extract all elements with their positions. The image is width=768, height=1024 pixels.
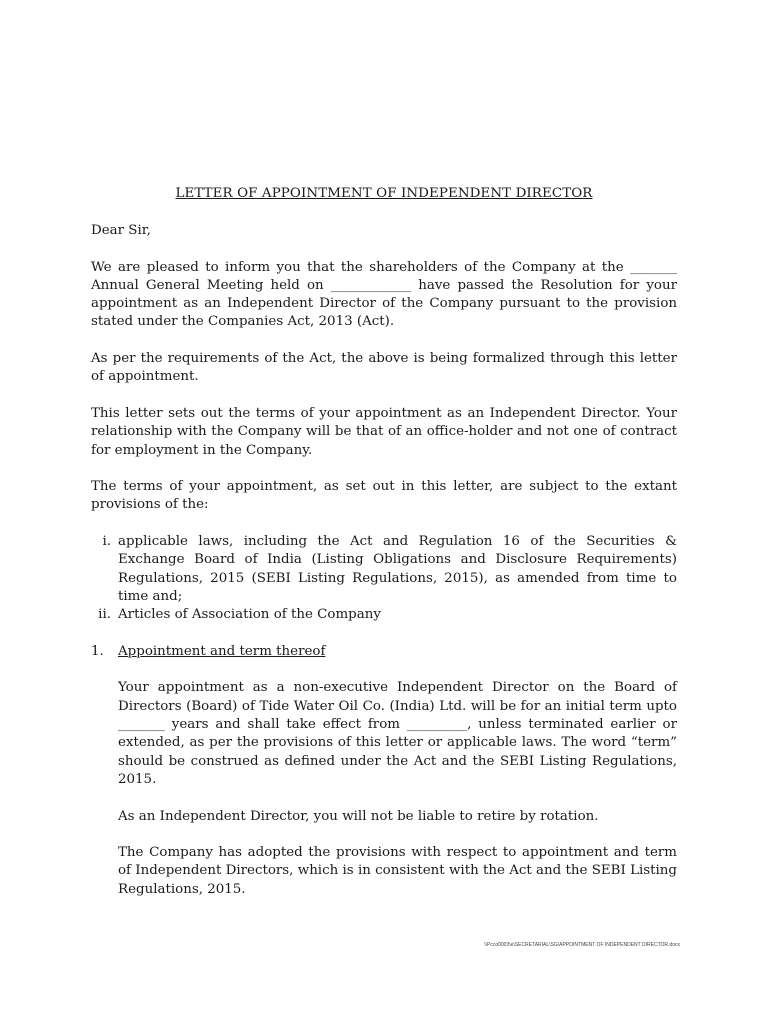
section-paragraph-provisions: The Company has adopted the provisions with respect to appointment and term of Independent Directors, which is in consistent with the Act and the SEBI Listing Regulations, 2015. <box>118 845 677 897</box>
section-paragraph-rotation: As an Independent Director, you will not be liable to retire by rotation. <box>118 808 599 824</box>
list-marker: i. <box>102 534 111 550</box>
list-item-text: applicable laws, including the Act and Regulation 16 of the Securities & Exchange Board of India (Listing Obligations and Disclosure Requirements) Regulations, 2015 (SEBI Listing Regulations, 2015), as amended from time to time and; <box>118 534 677 604</box>
section-number: 1. <box>91 643 104 659</box>
letter-body <box>91 222 677 917</box>
section-body <box>91 679 677 899</box>
file-path-footer: \\Pcco0003\e\SECRETARIAL\SG\APPOINTMENT OF INDEPENDENT DIRECTOR.docx <box>484 942 680 948</box>
list-marker: ii. <box>98 607 111 623</box>
paragraph-intro: We are pleased to inform you that the shareholders of the Company at the _______ Annual General Meeting held on ____________ have passed the Resolution for your appointment as an Independent Director of the Company pursuant to the provision stated under the Companies Act, 2013 (Act). <box>91 259 677 330</box>
list-item <box>91 533 677 606</box>
paragraph-provisions: The terms of your appointment, as set out in this letter, are subject to the extant provisions of the: <box>91 479 677 513</box>
list-item-text: Articles of Association of the Company <box>118 607 381 623</box>
document-title: LETTER OF APPOINTMENT OF INDEPENDENT DIRECTOR <box>175 186 593 201</box>
paragraph-formalized: As per the requirements of the Act, the above is being formalized through this letter of appointment. <box>91 351 677 385</box>
paragraph-terms-overview: This letter sets out the terms of your appointment as an Independent Director. Your relationship with the Company will be that of an office-holder and not one of contract for employment in the Company. <box>91 405 677 458</box>
section-heading <box>91 643 677 661</box>
provisions-list <box>91 533 677 624</box>
list-item <box>91 606 677 624</box>
section-paragraph-appointment: Your appointment as a non-executive Independent Director on the Board of Directors (Board) of Tide Water Oil Co. (India) Ltd. will be for an initial term upto _______ years and shall take effect from _________, unless terminated earlier or extended, as per the provisions of this letter or applicable laws. The word “term” should be construed as defined under the Act and the SEBI Listing Regulations, 2015. <box>118 680 677 787</box>
salutation: Dear Sir, <box>91 223 151 238</box>
section-title: Appointment and term thereof <box>118 643 326 659</box>
